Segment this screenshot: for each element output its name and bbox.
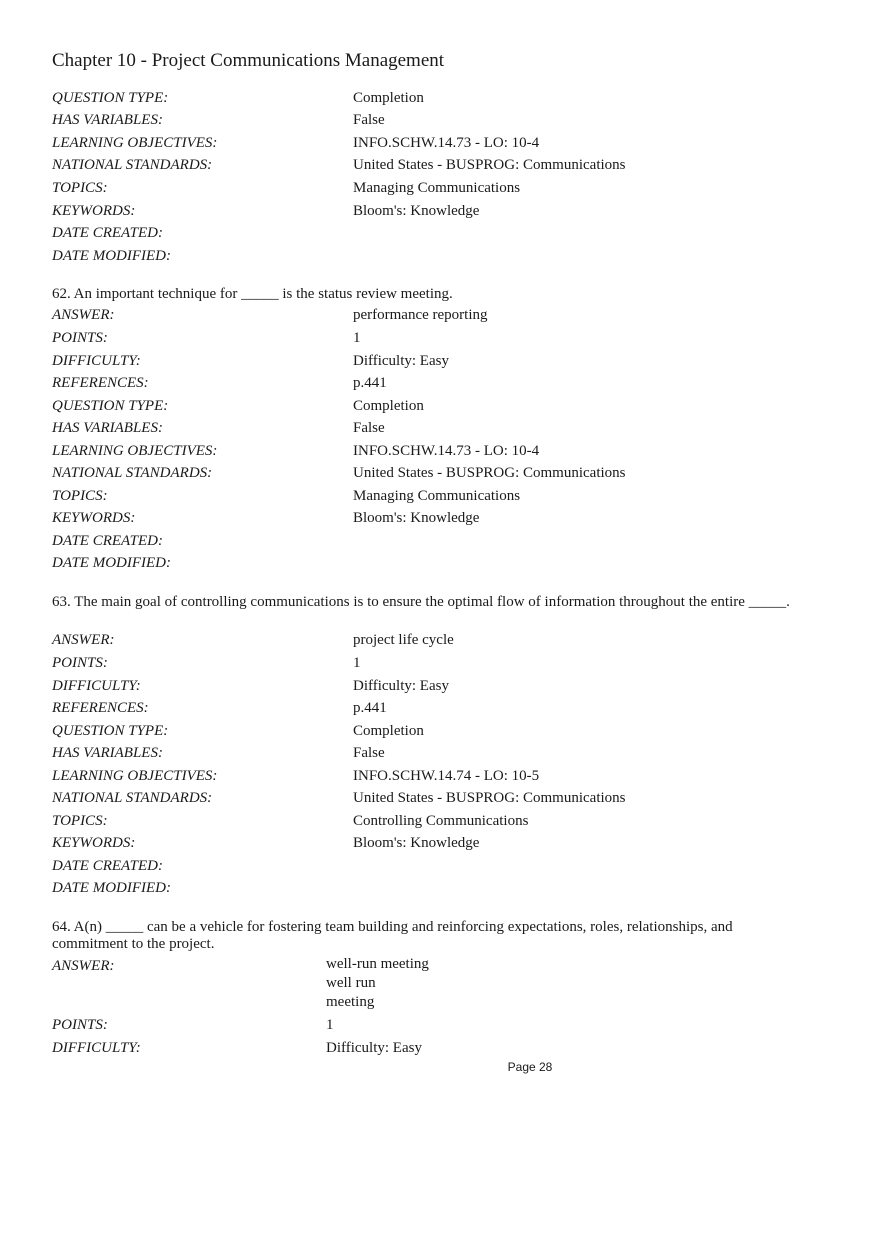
meta-row xyxy=(52,485,852,507)
meta-label: HAS VARIABLES: xyxy=(52,112,163,128)
meta-row xyxy=(52,87,852,109)
meta-label: QUESTION TYPE: xyxy=(52,398,169,414)
meta-label: DATE MODIFIED: xyxy=(52,880,171,896)
meta-row xyxy=(52,1037,852,1059)
meta-row xyxy=(52,877,852,899)
meta-label: TOPICS: xyxy=(52,180,108,196)
meta-row xyxy=(52,810,852,832)
meta-row xyxy=(52,530,852,552)
meta-value: Difficulty: Easy xyxy=(353,678,449,694)
meta-row xyxy=(52,350,852,372)
meta-value: 1 xyxy=(326,1017,334,1033)
meta-label: LEARNING OBJECTIVES: xyxy=(52,135,218,151)
meta-row xyxy=(52,109,852,131)
answer-row xyxy=(52,955,852,1015)
answer-row xyxy=(52,304,852,326)
answer-alternative: well run xyxy=(326,975,376,991)
meta-label: QUESTION TYPE: xyxy=(52,723,169,739)
meta-label: QUESTION TYPE: xyxy=(52,90,169,106)
meta-label: KEYWORDS: xyxy=(52,835,136,851)
meta-label: DIFFICULTY: xyxy=(52,1040,141,1056)
meta-row xyxy=(52,652,852,674)
meta-label: DIFFICULTY: xyxy=(52,353,141,369)
meta-row xyxy=(52,1014,852,1036)
meta-value: False xyxy=(353,112,385,128)
meta-label: HAS VARIABLES: xyxy=(52,745,163,761)
meta-row xyxy=(52,222,852,244)
question-63-text: 63. The main goal of controlling communications is to ensure the optimal flow of information throughout the entire _____. xyxy=(52,594,790,610)
meta-value: False xyxy=(353,420,385,436)
meta-value: Controlling Communications xyxy=(353,813,529,829)
meta-label: DATE CREATED: xyxy=(52,858,163,874)
meta-label: REFERENCES: xyxy=(52,700,149,716)
meta-row xyxy=(52,507,852,529)
meta-row xyxy=(52,245,852,267)
meta-row xyxy=(52,462,852,484)
meta-label: ANSWER: xyxy=(52,958,115,974)
meta-label: KEYWORDS: xyxy=(52,510,136,526)
meta-value: United States - BUSPROG: Communications xyxy=(353,465,626,481)
meta-row xyxy=(52,417,852,439)
meta-label: DATE CREATED: xyxy=(52,533,163,549)
meta-label: TOPICS: xyxy=(52,813,108,829)
meta-value: Bloom's: Knowledge xyxy=(353,203,480,219)
meta-label: REFERENCES: xyxy=(52,375,149,391)
meta-label: LEARNING OBJECTIVES: xyxy=(52,443,218,459)
meta-row xyxy=(52,154,852,176)
meta-label: NATIONAL STANDARDS: xyxy=(52,157,213,173)
meta-value: Completion xyxy=(353,90,424,106)
meta-label: POINTS: xyxy=(52,330,108,346)
meta-value: p.441 xyxy=(353,700,387,716)
meta-row xyxy=(52,855,852,877)
question-62-text: 62. An important technique for _____ is the status review meeting. xyxy=(52,286,453,302)
meta-row xyxy=(52,742,852,764)
meta-label: ANSWER: xyxy=(52,632,115,648)
answer-value: performance reporting xyxy=(353,307,488,323)
meta-label: TOPICS: xyxy=(52,488,108,504)
meta-value: 1 xyxy=(353,655,361,671)
answer-alternative: well-run meeting xyxy=(326,956,429,972)
meta-label: DIFFICULTY: xyxy=(52,678,141,694)
question-64-text: 64. A(n) _____ can be a vehicle for fostering team building and reinforcing expectations, roles, relationships, and commitment to the project. xyxy=(52,919,733,952)
meta-row xyxy=(52,327,852,349)
meta-row xyxy=(52,697,852,719)
meta-value: Managing Communications xyxy=(353,488,521,504)
meta-label: POINTS: xyxy=(52,1017,108,1033)
meta-label: DATE MODIFIED: xyxy=(52,248,171,264)
meta-row xyxy=(52,177,852,199)
answer-alternative: meeting xyxy=(326,994,375,1010)
meta-value: False xyxy=(353,745,385,761)
meta-value: INFO.SCHW.14.73 - LO: 10-4 xyxy=(353,443,540,459)
page-number: Page 28 xyxy=(507,1060,553,1074)
answer-value-list xyxy=(326,955,429,1012)
meta-value: INFO.SCHW.14.73 - LO: 10-4 xyxy=(353,135,540,151)
meta-value: Completion xyxy=(353,723,424,739)
meta-label: KEYWORDS: xyxy=(52,203,136,219)
meta-row xyxy=(52,200,852,222)
meta-value: United States - BUSPROG: Communications xyxy=(353,157,626,173)
meta-value: INFO.SCHW.14.74 - LO: 10-5 xyxy=(353,768,540,784)
meta-value: Completion xyxy=(353,398,424,414)
meta-label: ANSWER: xyxy=(52,307,115,323)
answer-row xyxy=(52,629,852,651)
meta-value: Difficulty: Easy xyxy=(353,353,449,369)
meta-row xyxy=(52,832,852,854)
meta-value: Bloom's: Knowledge xyxy=(353,835,480,851)
answer-value: project life cycle xyxy=(353,632,454,648)
meta-value: Difficulty: Easy xyxy=(326,1040,422,1056)
meta-label: DATE CREATED: xyxy=(52,225,163,241)
meta-label: NATIONAL STANDARDS: xyxy=(52,465,213,481)
meta-label: DATE MODIFIED: xyxy=(52,555,171,571)
meta-value: Managing Communications xyxy=(353,180,521,196)
meta-label: LEARNING OBJECTIVES: xyxy=(52,768,218,784)
meta-label: HAS VARIABLES: xyxy=(52,420,163,436)
meta-value: p.441 xyxy=(353,375,387,391)
meta-label: POINTS: xyxy=(52,655,108,671)
meta-row xyxy=(52,552,852,574)
meta-row xyxy=(52,787,852,809)
chapter-title: Chapter 10 - Project Communications Management xyxy=(52,50,445,71)
meta-value: Bloom's: Knowledge xyxy=(353,510,480,526)
meta-row xyxy=(52,675,852,697)
meta-value: 1 xyxy=(353,330,361,346)
meta-row xyxy=(52,720,852,742)
meta-row xyxy=(52,440,852,462)
meta-value: United States - BUSPROG: Communications xyxy=(353,790,626,806)
meta-label: NATIONAL STANDARDS: xyxy=(52,790,213,806)
meta-row xyxy=(52,132,852,154)
meta-row xyxy=(52,372,852,394)
meta-row xyxy=(52,765,852,787)
meta-row xyxy=(52,395,852,417)
